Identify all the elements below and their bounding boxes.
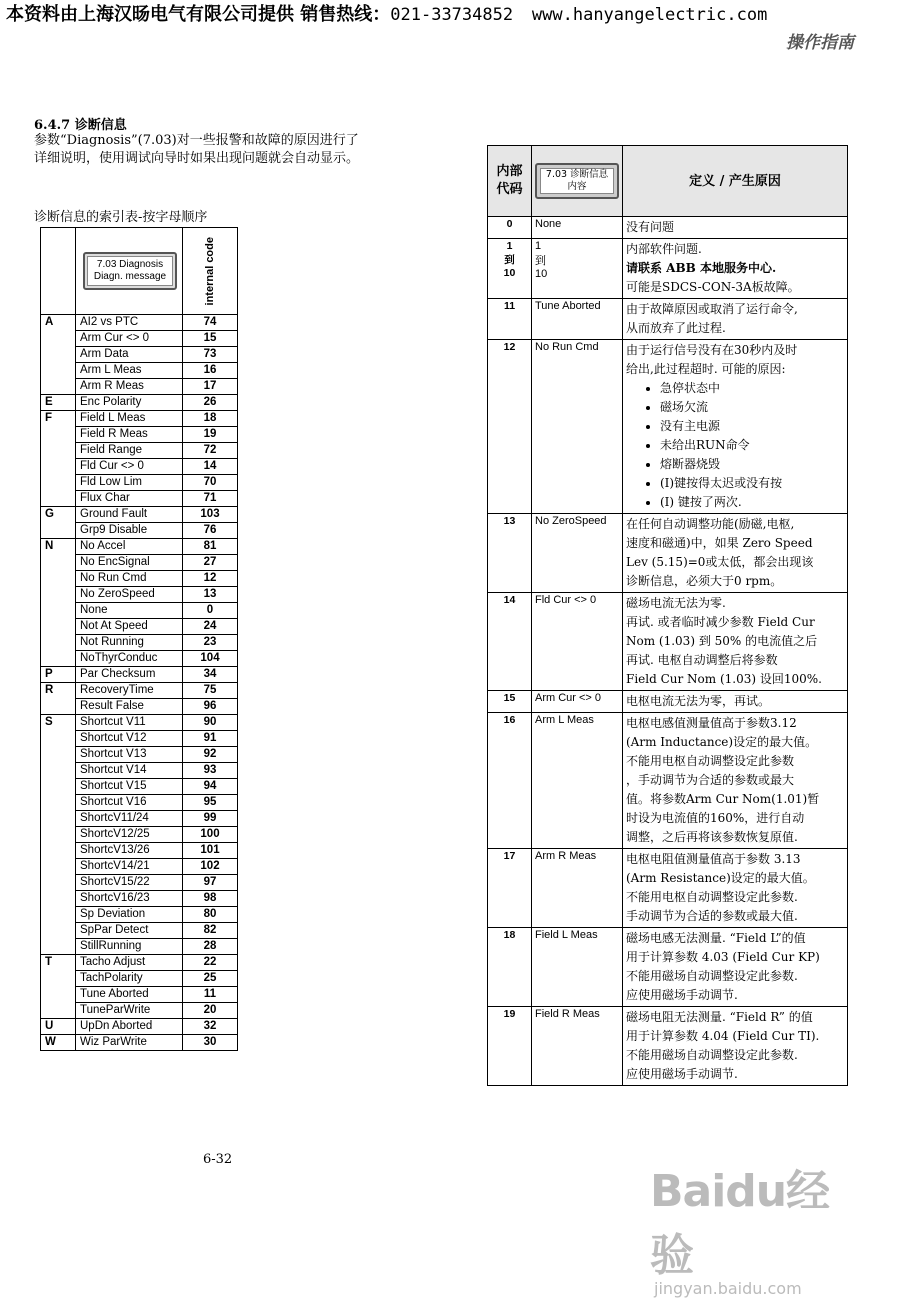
code-part: 12 (503, 341, 516, 353)
definition-line: (Arm Resistance)设定的最大值。 (626, 871, 815, 885)
detail-definition (623, 713, 848, 849)
index-letter: R (41, 683, 76, 715)
index-message: SpPar Detect (76, 923, 183, 939)
index-code: 99 (183, 811, 238, 827)
index-letter: G (41, 507, 76, 539)
message-part: Arm Cur <> 0 (535, 692, 602, 704)
index-code: 0 (183, 603, 238, 619)
detail-definition (623, 1007, 848, 1086)
index-code: 27 (183, 555, 238, 571)
index-message: Field L Meas (76, 411, 183, 427)
index-message: Par Checksum (76, 667, 183, 683)
message-part: 10 (535, 268, 548, 280)
code-part: 18 (503, 929, 516, 941)
definition-line: 磁场电流无法为零. (626, 596, 726, 610)
index-table (40, 227, 238, 1051)
message-part: No Run Cmd (535, 341, 599, 353)
definition-line: Field Cur Nom (1.03) 设回100%. (626, 672, 822, 686)
index-code: 19 (183, 427, 238, 443)
index-code: 16 (183, 363, 238, 379)
index-message: Field R Meas (76, 427, 183, 443)
index-message: Arm Cur <> 0 (76, 331, 183, 347)
header-box-2: 内容 (567, 181, 587, 192)
code-part: 1 (506, 240, 513, 252)
detail-code (488, 340, 532, 514)
index-code: 82 (183, 923, 238, 939)
definition-line: 再试. 电枢自动调整后将参数 (626, 653, 778, 667)
cause-item: • 熔断器烧毁 (660, 455, 844, 474)
definition-line: ，手动调节为合适的参数或最大 (626, 773, 795, 787)
message-part: Field R Meas (535, 1008, 600, 1020)
definition-line: 不能用磁场自动调整设定此参数. (626, 1048, 798, 1062)
cause-item: • 急停状态中 (660, 379, 844, 398)
detail-code (488, 928, 532, 1007)
index-letter: W (41, 1035, 76, 1051)
index-code: 94 (183, 779, 238, 795)
box-line2: Diagn. message (93, 271, 167, 282)
watermark-url: jingyan.baidu.com (654, 1279, 802, 1298)
index-message: ShortcV14/21 (76, 859, 183, 875)
index-message: Result False (76, 699, 183, 715)
index-message: Arm R Meas (76, 379, 183, 395)
index-row (41, 507, 238, 523)
index-message: Sp Deviation (76, 907, 183, 923)
index-code: 17 (183, 379, 238, 395)
index-letter: U (41, 1019, 76, 1035)
index-message: StillRunning (76, 939, 183, 955)
index-message: NoThyrConduc (76, 651, 183, 667)
index-code: 12 (183, 571, 238, 587)
code-part: 13 (503, 515, 516, 527)
detail-message (532, 340, 623, 514)
watermark-logo: Baidu经验 (650, 1166, 830, 1281)
message-part: Tune Aborted (535, 300, 601, 312)
detail-row (488, 217, 848, 239)
index-message: Not Running (76, 635, 183, 651)
detail-code (488, 593, 532, 691)
index-message: No Run Cmd (76, 571, 183, 587)
index-code: 23 (183, 635, 238, 651)
index-code: 30 (183, 1035, 238, 1051)
definition-line: 速度和磁通)中，如果 Zero Speed (626, 536, 813, 550)
index-code: 70 (183, 475, 238, 491)
index-code: 20 (183, 1003, 238, 1019)
definition-line: 在任何自动调整功能(励磁,电枢, (626, 517, 795, 531)
index-row (41, 955, 238, 971)
definition-line: 从而放弃了此过程. (626, 321, 726, 335)
header-code-1: 内部 (496, 164, 523, 179)
index-code: 34 (183, 667, 238, 683)
code-part: 11 (503, 300, 516, 312)
message-part: Field L Meas (535, 929, 598, 941)
index-message: Shortcut V16 (76, 795, 183, 811)
definition-line: 再试. 或者临时减少参数 Field Cur (626, 615, 815, 629)
index-message: Shortcut V11 (76, 715, 183, 731)
index-code: 101 (183, 843, 238, 859)
detail-row (488, 593, 848, 691)
index-row (41, 411, 238, 427)
index-code: 18 (183, 411, 238, 427)
index-message: Enc Polarity (76, 395, 183, 411)
detail-row (488, 340, 848, 514)
index-message: Shortcut V14 (76, 763, 183, 779)
definition-line: 磁场电感无法测量. “Field L”的值 (626, 931, 806, 945)
index-message: RecoveryTime (76, 683, 183, 699)
index-code: 98 (183, 891, 238, 907)
definition-line: 手动调节为合适的参数或最大值. (626, 909, 798, 923)
cause-item: • 没有主电源 (660, 417, 844, 436)
detail-code (488, 713, 532, 849)
index-letter: F (41, 411, 76, 507)
code-part: 17 (503, 850, 516, 862)
index-message: Fld Low Lim (76, 475, 183, 491)
detail-definition (623, 691, 848, 713)
detail-definition (623, 299, 848, 340)
detail-message (532, 593, 623, 691)
index-row (41, 315, 238, 331)
index-code: 95 (183, 795, 238, 811)
detail-code (488, 299, 532, 340)
banner (6, 0, 906, 26)
definition-line: 调整，之后再将该参数恢复原值. (626, 830, 798, 844)
internal-code-header: internal code (204, 236, 216, 306)
detail-row (488, 299, 848, 340)
index-caption: 诊断信息的索引表-按字母顺序 (34, 210, 208, 225)
definition-line: 由于运行信号没有在30秒内及时 (626, 343, 798, 357)
index-message: Shortcut V13 (76, 747, 183, 763)
detail-row (488, 239, 848, 299)
cause-list (626, 379, 844, 512)
index-message: Wiz ParWrite (76, 1035, 183, 1051)
index-message: ShortcV16/23 (76, 891, 183, 907)
index-message: Arm L Meas (76, 363, 183, 379)
definition-line: 内部软件问题. (626, 242, 702, 256)
banner-site: www.hanyangelectric.com (531, 5, 768, 25)
index-message: Flux Char (76, 491, 183, 507)
index-code: 32 (183, 1019, 238, 1035)
definition-line: Lev (5.15)=0或太低，都会出现该 (626, 555, 814, 569)
code-part: 到 (504, 254, 515, 266)
index-code: 25 (183, 971, 238, 987)
definition-line: 电枢电流无法为零，再试。 (626, 694, 771, 708)
definition-line: 用于计算参数 4.04 (Field Cur TI). (626, 1029, 820, 1043)
definition-line: 应使用磁场手动调节. (626, 988, 738, 1002)
index-message: No ZeroSpeed (76, 587, 183, 603)
index-message: No EncSignal (76, 555, 183, 571)
message-part: 1 (535, 240, 542, 252)
detail-message (532, 928, 623, 1007)
definition-line: 请联系 ABB 本地服务中心. (626, 261, 777, 275)
header-definition: 定义 / 产生原因 (623, 146, 848, 217)
detail-code (488, 217, 532, 239)
detail-row (488, 1007, 848, 1086)
definition-line: 值。将参数Arm Cur Nom(1.01)暂 (626, 792, 820, 806)
detail-row (488, 713, 848, 849)
index-code: 26 (183, 395, 238, 411)
detail-message (532, 691, 623, 713)
message-part: No ZeroSpeed (535, 515, 607, 527)
index-message: TuneParWrite (76, 1003, 183, 1019)
definition-line: 磁场电阻无法测量. “Field R” 的值 (626, 1010, 813, 1024)
index-message: ShortcV15/22 (76, 875, 183, 891)
definition-line: Nom (1.03) 到 50% 的电流值之后 (626, 634, 818, 648)
detail-table (487, 145, 848, 1086)
index-message: Tacho Adjust (76, 955, 183, 971)
section-intro: 参数“Diagnosis”(7.03)对一些报警和故障的原因进行了详细说明，使用调试向导时如果出现问题就会自动显示。 (34, 133, 360, 166)
detail-message (532, 849, 623, 928)
message-part: Fld Cur <> 0 (535, 594, 597, 606)
code-part: 0 (506, 218, 513, 230)
detail-definition (623, 928, 848, 1007)
operation-guide-label: 操作指南 (786, 33, 854, 53)
message-part: 到 (535, 255, 546, 267)
index-code: 24 (183, 619, 238, 635)
index-code: 92 (183, 747, 238, 763)
detail-message (532, 217, 623, 239)
code-part: 16 (503, 714, 516, 726)
section-title: 6.4.7 诊断信息 (34, 118, 127, 133)
box-line1: 7.03 Diagnosis (96, 259, 164, 270)
detail-definition (623, 217, 848, 239)
detail-definition (623, 340, 848, 514)
index-code: 71 (183, 491, 238, 507)
index-code: 103 (183, 507, 238, 523)
index-row (41, 715, 238, 731)
cause-item: • (I)键按得太迟或没有按 (660, 474, 844, 493)
index-code: 73 (183, 347, 238, 363)
index-letter: N (41, 539, 76, 667)
detail-definition (623, 593, 848, 691)
index-code: 76 (183, 523, 238, 539)
index-code: 97 (183, 875, 238, 891)
code-part: 19 (503, 1008, 516, 1020)
page-number: 6-32 (203, 1152, 233, 1167)
index-row (41, 667, 238, 683)
detail-message (532, 514, 623, 593)
index-message: Not At Speed (76, 619, 183, 635)
detail-message (532, 713, 623, 849)
index-message: Arm Data (76, 347, 183, 363)
detail-message (532, 239, 623, 299)
index-code: 11 (183, 987, 238, 1003)
code-part: 10 (503, 267, 516, 279)
definition-line: 可能是SDCS-CON-3A板故障。 (626, 280, 800, 294)
definition-line: (Arm Inductance)设定的最大值。 (626, 735, 818, 749)
code-part: 14 (503, 594, 516, 606)
index-message: AI2 vs PTC (76, 315, 183, 331)
index-code: 72 (183, 443, 238, 459)
index-code: 74 (183, 315, 238, 331)
definition-line: 用于计算参数 4.03 (Field Cur KP) (626, 950, 820, 964)
diagnosis-display-box (535, 163, 619, 199)
definition-line: 由于故障原因或取消了运行命令, (626, 302, 798, 316)
cause-item: • 磁场欠流 (660, 398, 844, 417)
index-code: 104 (183, 651, 238, 667)
detail-row (488, 691, 848, 713)
index-code: 13 (183, 587, 238, 603)
index-message: ShortcV13/26 (76, 843, 183, 859)
detail-row (488, 514, 848, 593)
definition-line: 电枢电阻值测量值高于参数 3.13 (626, 852, 801, 866)
index-letter: P (41, 667, 76, 683)
diagnosis-display-box (83, 252, 177, 290)
banner-text: 本资料由上海汉旸电气有限公司提供 销售热线： (6, 4, 391, 25)
detail-message (532, 299, 623, 340)
definition-line: 电枢电感值测量值高于参数3.12 (626, 716, 797, 730)
index-message: ShortcV12/25 (76, 827, 183, 843)
index-code: 96 (183, 699, 238, 715)
definition-line: 不能用电枢自动调整设定此参数. (626, 890, 798, 904)
index-message: Shortcut V15 (76, 779, 183, 795)
index-message: Fld Cur <> 0 (76, 459, 183, 475)
index-row (41, 395, 238, 411)
detail-row (488, 928, 848, 1007)
definition-line: 时设为电流值的160%，进行自动 (626, 811, 805, 825)
detail-code (488, 1007, 532, 1086)
index-code: 93 (183, 763, 238, 779)
detail-code (488, 239, 532, 299)
definition-line: 没有问题 (626, 220, 675, 234)
index-code: 102 (183, 859, 238, 875)
definition-line: 不能用磁场自动调整设定此参数. (626, 969, 798, 983)
index-message: No Accel (76, 539, 183, 555)
index-message: Tune Aborted (76, 987, 183, 1003)
header-code-2: 代码 (496, 182, 523, 197)
index-message: Shortcut V12 (76, 731, 183, 747)
index-row (41, 683, 238, 699)
definition-line: 给出,此过程超时. 可能的原因: (626, 362, 786, 376)
message-part: Arm L Meas (535, 714, 594, 726)
index-code: 90 (183, 715, 238, 731)
index-message: None (76, 603, 183, 619)
detail-definition (623, 514, 848, 593)
index-row (41, 539, 238, 555)
detail-definition (623, 239, 848, 299)
index-message: Grp9 Disable (76, 523, 183, 539)
message-part: None (535, 218, 562, 230)
index-code: 91 (183, 731, 238, 747)
index-letter: T (41, 955, 76, 1019)
detail-header-row (488, 146, 848, 217)
index-letter: S (41, 715, 76, 955)
detail-code (488, 691, 532, 713)
definition-line: 诊断信息，必须大于0 rpm。 (626, 574, 783, 588)
index-message: ShortcV11/24 (76, 811, 183, 827)
index-code: 100 (183, 827, 238, 843)
detail-row (488, 849, 848, 928)
index-header-row (41, 228, 238, 315)
index-code: 75 (183, 683, 238, 699)
index-message: Field Range (76, 443, 183, 459)
index-row (41, 1035, 238, 1051)
index-code: 28 (183, 939, 238, 955)
definition-line: 应使用磁场手动调节. (626, 1067, 738, 1081)
index-message: Ground Fault (76, 507, 183, 523)
index-message: TachPolarity (76, 971, 183, 987)
detail-message (532, 1007, 623, 1086)
index-code: 15 (183, 331, 238, 347)
index-letter: A (41, 315, 76, 395)
cause-item: • (I) 键按了两次. (660, 493, 844, 512)
banner-phone: 021-33734852 (390, 5, 514, 25)
definition-line: 不能用电枢自动调整设定此参数 (626, 754, 795, 768)
index-code: 80 (183, 907, 238, 923)
cause-item: • 未给出RUN命令 (660, 436, 844, 455)
index-code: 14 (183, 459, 238, 475)
index-row (41, 1019, 238, 1035)
index-message: UpDn Aborted (76, 1019, 183, 1035)
index-letter: E (41, 395, 76, 411)
baidu-watermark (650, 1155, 870, 1298)
detail-code (488, 514, 532, 593)
header-box-1: 7.03 诊断信息 (545, 169, 609, 180)
detail-code (488, 849, 532, 928)
index-code: 22 (183, 955, 238, 971)
message-part: Arm R Meas (535, 850, 597, 862)
index-code: 81 (183, 539, 238, 555)
detail-definition (623, 849, 848, 928)
code-part: 15 (503, 692, 516, 704)
